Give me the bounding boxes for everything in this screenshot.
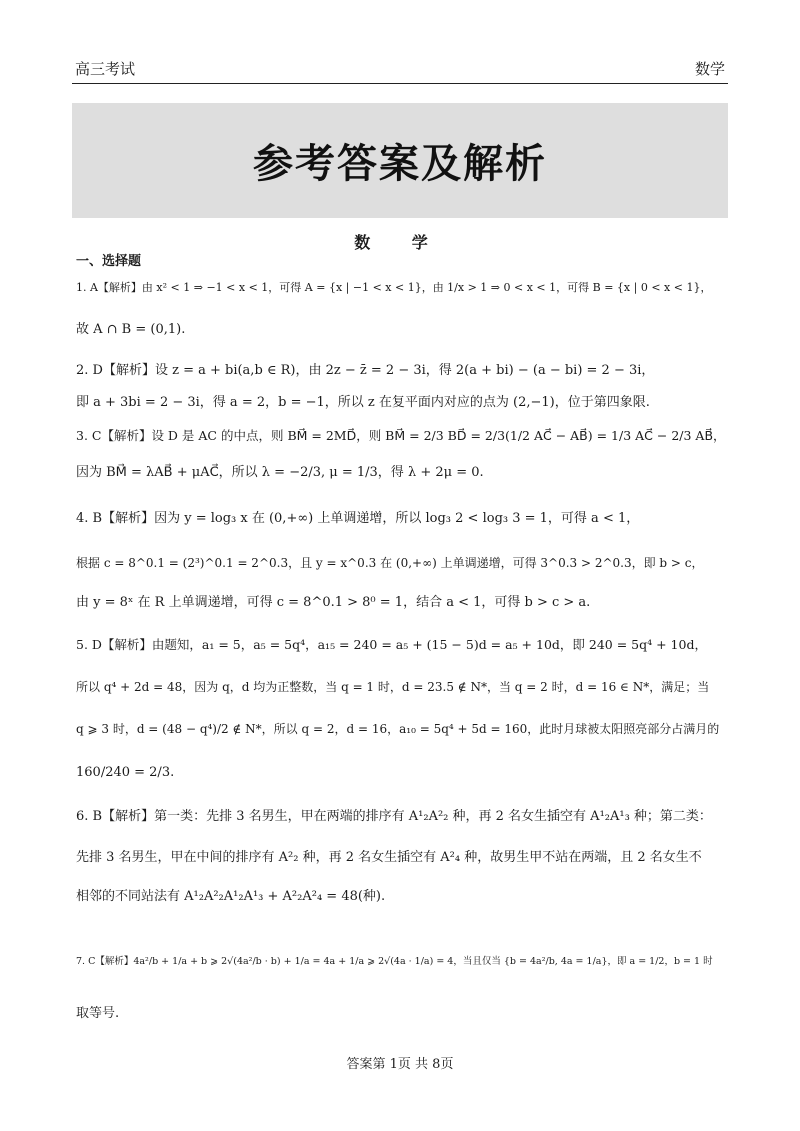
page-footer: 答案第 1页 共 8页 <box>346 1057 454 1072</box>
subject-heading: 数 学 <box>354 233 446 252</box>
text-line: 160/240 = 2/3. <box>76 765 175 780</box>
text-line: 取等号. <box>76 1006 120 1021</box>
text-line: 1. A【解析】由 x² < 1 ⇒ −1 < x < 1，可得 A = {x | −1 < x < 1}，由 1/x > 1 ⇒ 0 < x < 1，可得 B = {x | 0 < x < 1}， <box>76 281 712 294</box>
header-rule <box>72 83 728 84</box>
title-banner <box>72 103 728 218</box>
text-line: 相邻的不同站法有 A¹₂A²₂A¹₂A¹₃ + A²₂A²₄ = 48(种). <box>76 889 386 904</box>
header-right: 数学 <box>694 60 725 78</box>
text-line: 3. C【解析】设 D 是 AC 的中点，则 BM⃗ = 2MD⃗，则 BM⃗ = 2/3 BD⃗ = 2/3(1/2 AC⃗ − AB⃗) = 1/3 AC⃗ − 2/3 AB⃗， <box>76 428 726 443</box>
text-line: 因为 BM⃗ = λAB⃗ + μAC⃗，所以 λ = −2/3, μ = 1/3，得 λ + 2μ = 0. <box>76 465 484 480</box>
text-line: 故 A ∩ B = (0,1). <box>76 322 186 337</box>
text-line: q ⩾ 3 时，d = (48 − q⁴)/2 ∉ N*，所以 q = 2，d = 16，a₁₀ = 5q⁴ + 5d = 160，此时月球被太阳照亮部分占满月的 <box>76 722 720 736</box>
header-left: 高三考试 <box>75 60 136 78</box>
text-line: 5. D【解析】由题知，a₁ = 5，a₅ = 5q⁴，a₁₅ = 240 = a₅ + (15 − 5)d = a₅ + 10d，即 240 = 5q⁴ + 10d， <box>76 637 707 652</box>
text-line: 由 y = 8ˣ 在 R 上单调递增，可得 c = 8^0.1 > 8⁰ = 1，结合 a < 1，可得 b > c > a. <box>76 595 591 610</box>
text-line: 6. B【解析】第一类：先排 3 名男生，甲在两端的排序有 A¹₂A²₂ 种，再 2 名女生插空有 A¹₂A¹₃ 种；第二类： <box>76 809 712 824</box>
text-line: 4. B【解析】因为 y = log₃ x 在 (0,+∞) 上单调递增，所以 log₃ 2 < log₃ 3 = 1，可得 a < 1， <box>76 511 640 526</box>
text-line: 7. C【解析】4a²/b + 1/a + b ⩾ 2√(4a²/b · b) + 1/a = 4a + 1/a ⩾ 2√(4a · 1/a) = 4，当且仅当 {b = 4a²/b, 4a = 1/a}，即 a = 1/2，b = 1 时 <box>76 956 713 967</box>
text-line: 所以 q⁴ + 2d = 48，因为 q，d 均为正整数，当 q = 1 时，d = 23.5 ∉ N*，当 q = 2 时，d = 16 ∈ N*，满足；当 <box>76 680 710 694</box>
text-line: 2. D【解析】设 z = a + bi(a,b ∈ R)，由 2z − z̄ = 2 − 3i，得 2(a + bi) − (a − bi) = 2 − 3i， <box>76 363 655 378</box>
text-line: 根据 c = 8^0.1 = (2³)^0.1 = 2^0.3，且 y = x^0.3 在 (0,+∞) 上单调递增，可得 3^0.3 > 2^0.3，即 b > c， <box>76 556 704 570</box>
page-title: 参考答案及解析 <box>253 141 547 187</box>
text-line: 先排 3 名男生，甲在中间的排序有 A²₂ 种，再 2 名女生插空有 A²₄ 种，故男生甲不站在两端，且 2 名女生不 <box>76 850 702 865</box>
text-line: 即 a + 3bi = 2 − 3i，得 a = 2，b = −1，所以 z 在复平面内对应的点为 (2,−1)，位于第四象限. <box>76 395 650 410</box>
section-heading: 一、选择题 <box>76 254 142 269</box>
